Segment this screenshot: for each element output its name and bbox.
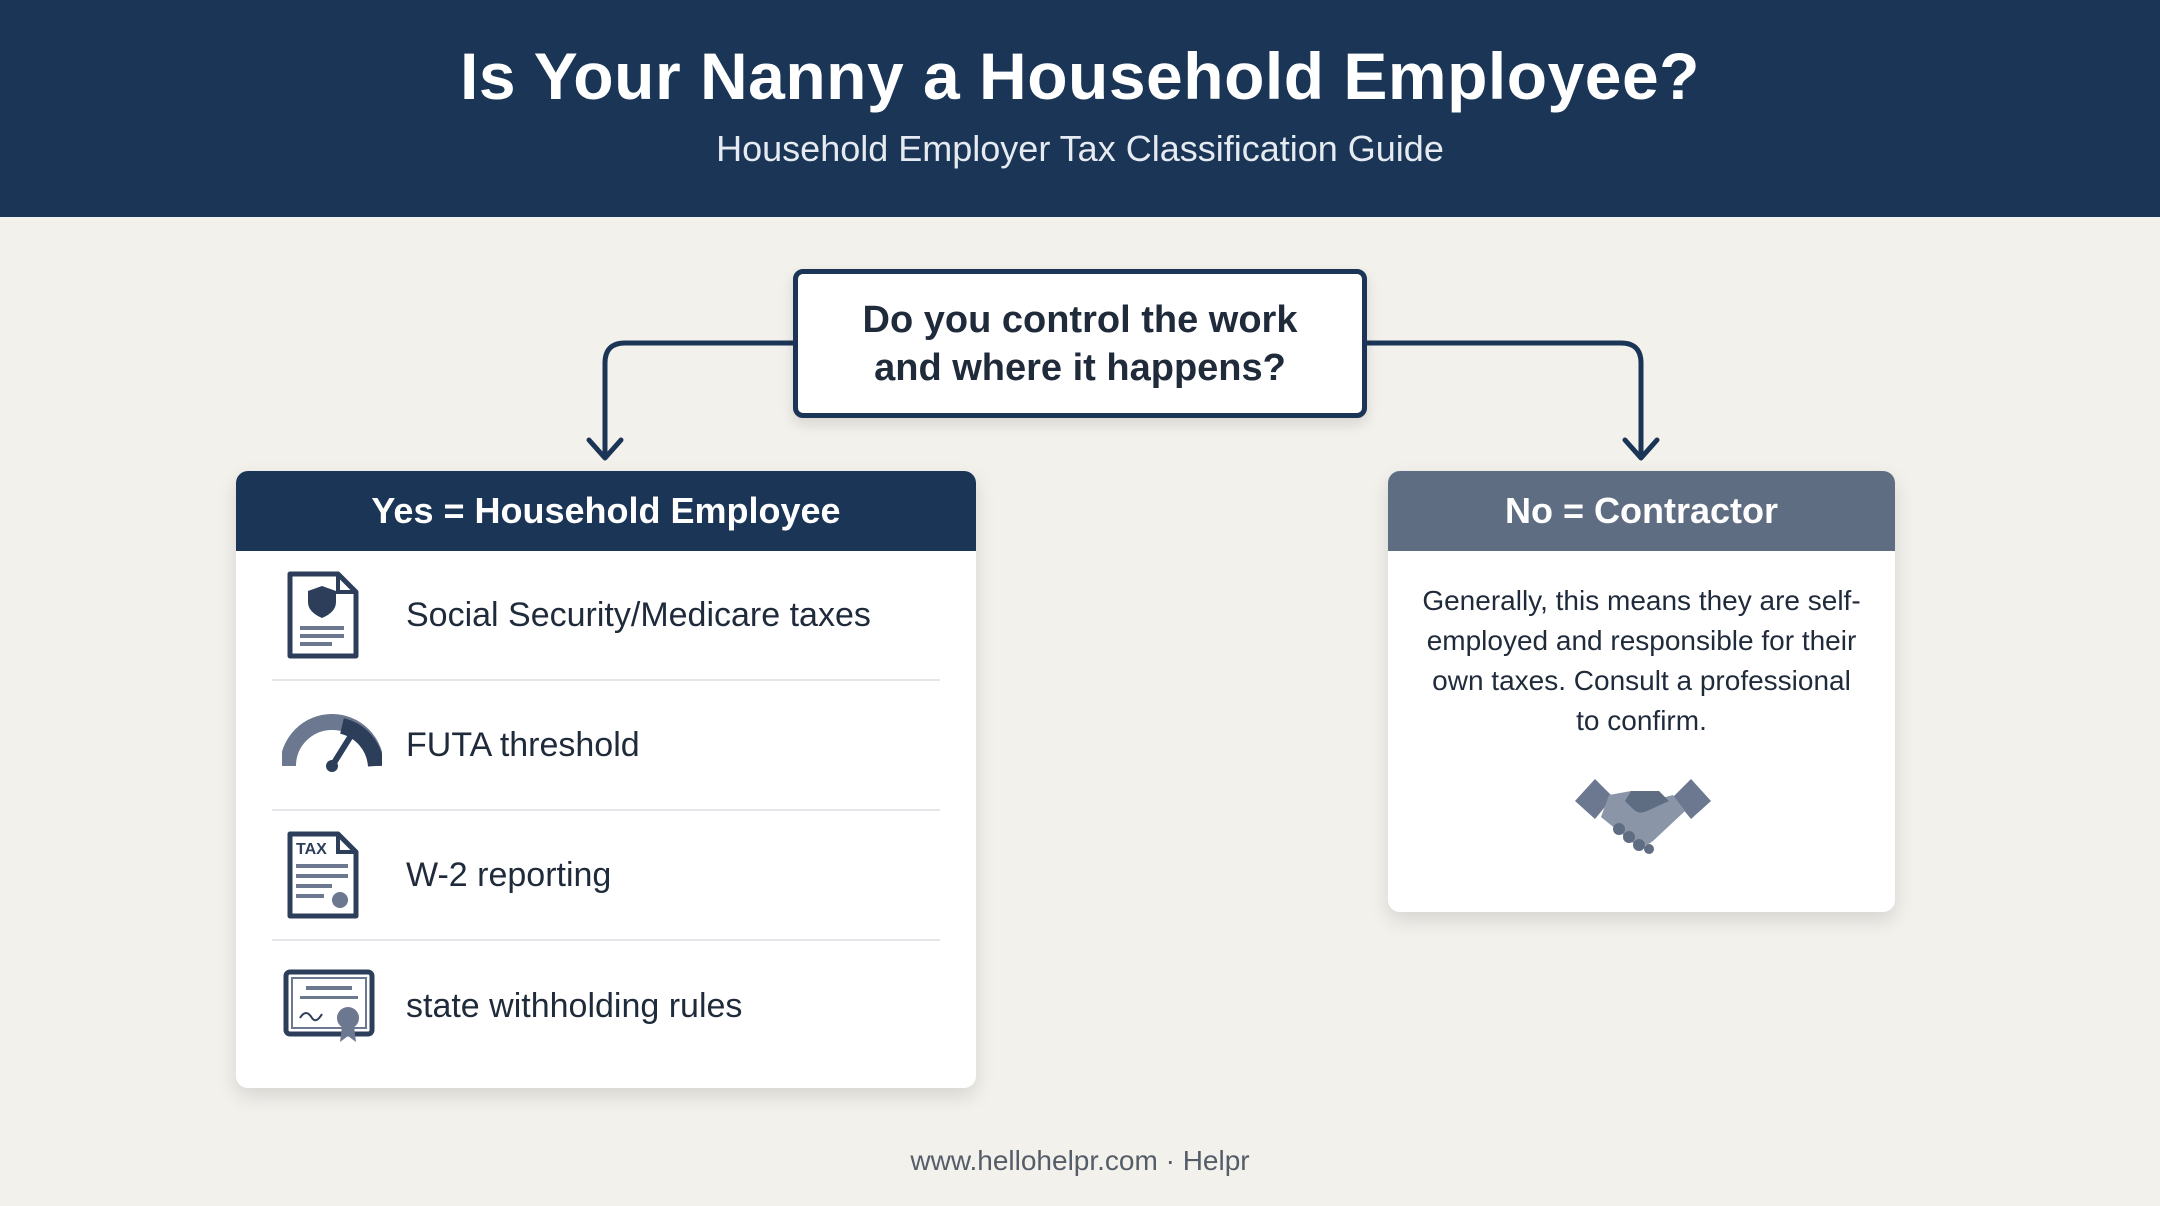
list-item bbox=[272, 941, 940, 1071]
list-item bbox=[272, 811, 940, 941]
arrowhead-left bbox=[589, 440, 621, 458]
tax-form-icon bbox=[272, 825, 392, 925]
item-label: W-2 reporting bbox=[406, 855, 612, 894]
yes-card-list bbox=[272, 551, 940, 1071]
connector-left bbox=[605, 343, 793, 455]
list-item bbox=[272, 681, 940, 811]
arrowhead-right bbox=[1625, 440, 1657, 458]
item-label: FUTA threshold bbox=[406, 725, 640, 764]
no-card bbox=[1388, 471, 1895, 912]
decision-question-text: Do you control the work and where it happens? bbox=[862, 298, 1298, 389]
item-label: state withholding rules bbox=[406, 986, 743, 1025]
shield-document-icon bbox=[272, 565, 392, 665]
header-banner bbox=[0, 0, 2160, 217]
item-label: Social Security/Medicare taxes bbox=[406, 595, 871, 634]
connector-right bbox=[1367, 343, 1641, 455]
yes-card bbox=[236, 471, 976, 1088]
footer-credit: www.hellohelpr.com · Helpr bbox=[910, 1145, 1250, 1176]
svg-text:TAX: TAX bbox=[296, 841, 327, 858]
page-subtitle: Household Employer Tax Classification Guide bbox=[716, 128, 1444, 169]
no-card-body: Generally, this means they are self-employed and responsible for their own taxes. Consult a professional to confirm. bbox=[1422, 585, 1861, 736]
decision-question-box bbox=[793, 269, 1367, 418]
page-title: Is Your Nanny a Household Employee? bbox=[460, 39, 1700, 113]
certificate-icon bbox=[272, 956, 392, 1056]
no-card-title: No = Contractor bbox=[1388, 471, 1895, 551]
handshake-icon bbox=[1573, 771, 1713, 866]
gauge-icon bbox=[272, 695, 392, 795]
yes-card-title: Yes = Household Employee bbox=[236, 471, 976, 551]
list-item bbox=[272, 551, 940, 681]
